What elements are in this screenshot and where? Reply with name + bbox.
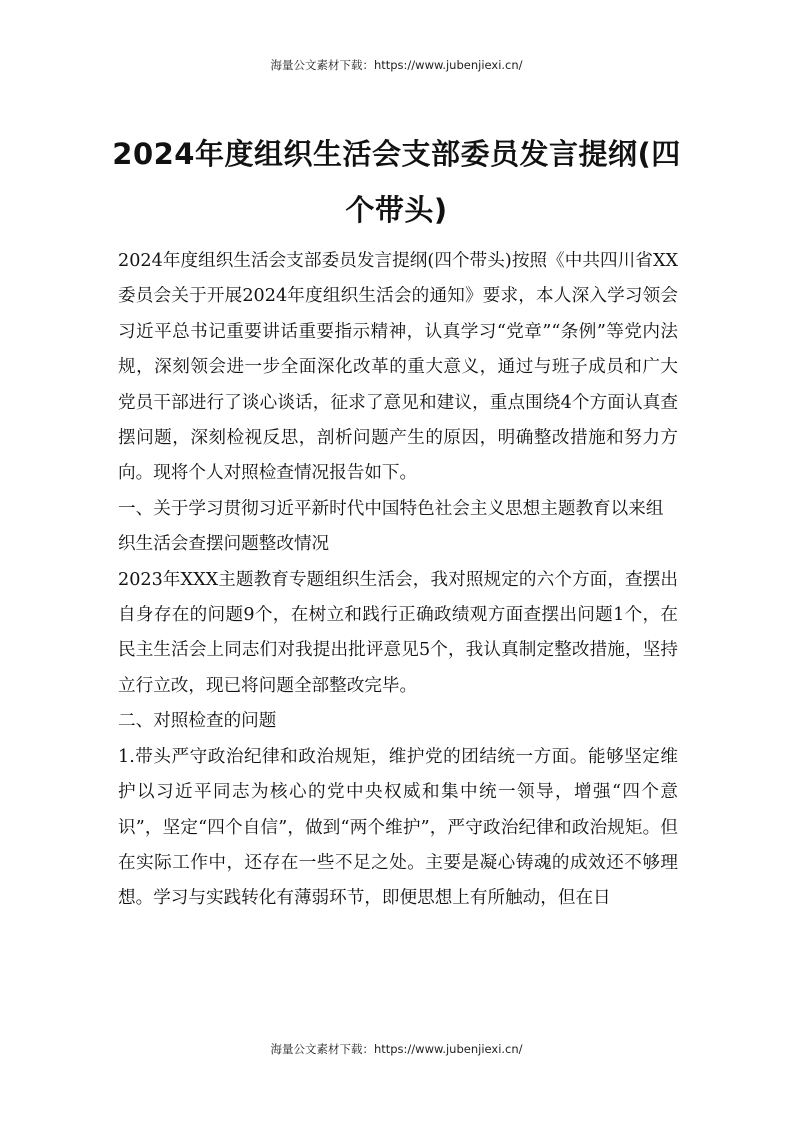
page-header: 海量公文素材下载：https://www.jubenjiexi.cn/ (270, 58, 523, 72)
document-body (118, 244, 678, 917)
problem-paragraph-1: 1.带头严守政治纪律和政治规矩，维护党的团结统一方面。能够坚定维护以习近平同志为核心的党中央权威和集中统一领导，增强“四个意识”，坚定“四个自信”，做到“两个维护”，严守政治纪律和政治规矩。但在实际工作中，还存在一些不足之处。主要是凝心铸魂的成效还不够理想。学习与实践转化有薄弱环节，即便思想上有所触动，但在日 (118, 746, 678, 909)
section-heading-1: 一、关于学习贯彻习近平新时代中国特色社会主义思想主题教育以来组织生活会查摆问题整改情况 (118, 498, 664, 555)
rectification-paragraph: 2023年XXX主题教育专题组织生活会，我对照规定的六个方面，查摆出自身存在的问题9个，在树立和践行正确政绩观方面查摆出问题1个，在民主生活会上同志们对我提出批评意见5个，我认真制定整改措施，坚持立行立改，现已将问题全部整改完毕。 (118, 569, 678, 696)
section-heading-2: 二、对照检查的问题 (118, 711, 277, 732)
intro-paragraph: 2024年度组织生活会支部委员发言提纲(四个带头)按照《中共四川省XX委员会关于开展2024年度组织生活会的通知》要求，本人深入学习领会习近平总书记重要讲话重要指示精神，认真学习“党章”“条例”等党内法规，深刻领会进一步全面深化改革的重大意义，通过与班子成员和广大党员干部进行了谈心谈话，征求了意见和建议，重点围绕4个方面认真查摆问题，深刻检视反思，剖析问题产生的原因，明确整改措施和努力方向。现将个人对照检查情况报告如下。 (118, 251, 678, 484)
page-footer: 海量公文素材下载：https://www.jubenjiexi.cn/ (270, 1042, 523, 1056)
document-title: 2024年度组织生活会支部委员发言提纲(四个带头) (112, 137, 681, 227)
